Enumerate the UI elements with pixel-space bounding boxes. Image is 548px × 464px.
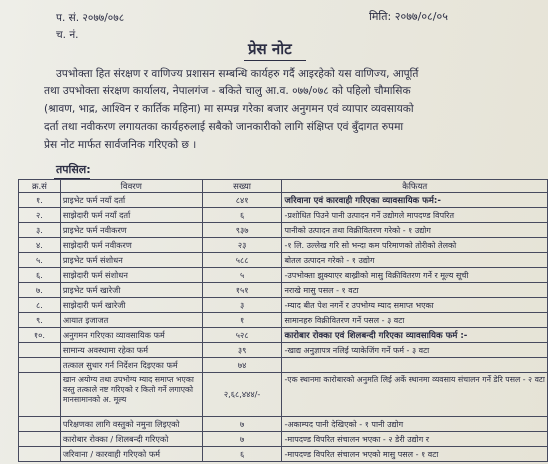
row-count: ७: [202, 417, 282, 432]
row-count: ५: [202, 268, 282, 283]
row-serial: [19, 417, 61, 432]
reference-number: प. सं. २०७७/०७८: [56, 12, 125, 24]
paragraph-line: (श्रावण, भाद्र, आश्विन र कार्तिक महिना) मा सम्पन्न गरेका बजार अनुगमन एवं व्यापार व्यवसायको: [44, 103, 414, 115]
row-description: प्राइभेट फर्म खारेजी: [60, 283, 202, 298]
table-row: [19, 298, 548, 313]
table-row: [19, 343, 548, 358]
table-row: [19, 313, 548, 328]
row-count: २,६८,४४४/-: [202, 373, 282, 417]
row-count: ९३७: [202, 223, 282, 238]
row-description: साझेदारी फर्म संशोधन: [60, 268, 202, 283]
row-description: खान अयोग्य तथा उपभोग्य म्याद समाप्त भएका वस्तु तत्काले नष्ट गरिएको र कितो गर्ने लगाएको मानसामानको अ. मूल्य: [60, 373, 202, 417]
row-description: तत्काल सुधार गर्न निर्देशन दिइएका फर्म: [60, 358, 202, 373]
paragraph-line: तथा उपभोक्ता संरक्षण कार्यालय, नेपालगंज - बकिते चालु आ.व. ०७७/०७८ को पहिलो चौमासिक: [44, 85, 411, 97]
row-count: ८४१: [202, 193, 282, 208]
header-description: विवरण: [60, 180, 202, 193]
row-serial: ९.: [19, 313, 61, 328]
row-description: प्राइभेट फर्म नवीकरण: [60, 223, 202, 238]
row-remark: -उपभोक्ता झुक्याएर बाख्रीको मासु विक्रीवितरण गर्ने र मूल्य सूची: [282, 268, 548, 283]
table-row: [19, 358, 548, 373]
row-serial: १०.: [19, 328, 61, 343]
table-row: [19, 193, 548, 208]
table-row: [19, 223, 548, 238]
table-row: [19, 238, 548, 253]
paragraph-line: उपभोक्ता हित संरक्षण र वाणिज्य प्रशासन सम्बन्धि कार्यहरु गर्दै आइरहेको यस वाणिज्य, आपूर्ति: [56, 68, 419, 80]
row-remark: -प्रशोधित पिउने पानी उत्पादन गर्ने उद्योगले मापदण्ड विपरित: [282, 208, 548, 223]
row-description: साझेदारी फर्म नयाँ दर्ता: [60, 208, 202, 223]
row-remark: -अकाम्पद पानी देखिएको - १ पानी उद्योग: [282, 417, 548, 432]
row-remark: -एक स्थानमा कारोबारको अनुमति लिई अर्के स्थानमा व्यवसाय संचालन गर्ने डेरि पसल - २ वटा: [282, 373, 548, 417]
row-remark: -खाद्य अनुज्ञापत्र नलिई प्याकेजिंग गर्ने फर्म - ३ वटा: [282, 343, 548, 358]
row-count: ७: [202, 432, 282, 447]
row-serial: [19, 447, 61, 462]
row-count: ५८८: [202, 253, 282, 268]
row-serial: ८.: [19, 298, 61, 313]
row-remark: पानीको उत्पादन तथा विक्रीवितरण गरेको - १ उद्योग: [282, 223, 548, 238]
row-remark: [282, 358, 548, 373]
row-serial: [19, 373, 61, 417]
row-count: ३: [202, 298, 282, 313]
row-description: जरिवाना / कारवाही गरिएको फर्म: [60, 447, 202, 462]
row-serial: १.: [19, 193, 61, 208]
table-body: [19, 193, 548, 462]
paragraph-line: प्रेस नोट मार्फत सार्वजनिक गरिएको छ ।: [44, 139, 197, 151]
row-remark: नराखे मासु पसल - १ वटा: [282, 283, 548, 298]
row-description: साझेदारी फर्म नवीकरण: [60, 238, 202, 253]
header-serial: क्र.सं: [19, 180, 61, 193]
row-count: १५१: [202, 283, 282, 298]
row-description: सामान्य अवस्थामा रहेका फर्म: [60, 343, 202, 358]
document-date: मिति: २०७७/०८/०५: [369, 10, 448, 23]
row-count: ५२८: [202, 328, 282, 343]
paragraph-line: दर्ता तथा नवीकरण लगायतका कार्यहरुलाई सबैको जानकारीको लागि संक्षिप्त एवं बुँदागत रुपमा: [44, 121, 404, 133]
row-description: प्राइभेट फर्म नयाँ दर्ता: [60, 193, 202, 208]
row-serial: ५.: [19, 253, 61, 268]
row-serial: ४.: [19, 238, 61, 253]
header-remarks: कैफियत: [282, 180, 548, 193]
row-count: २३: [202, 238, 282, 253]
table-row: [19, 373, 548, 417]
table-row: [19, 268, 548, 283]
row-remark: -मापदण्ड विपरित संचालन भएको मासु पसल - १ वटा: [282, 447, 548, 462]
document-title: प्रेस नोट: [248, 40, 292, 58]
details-table: [18, 179, 548, 462]
row-remark: कारोबार रोक्का एवं शिलबन्दी गरिएका व्यावसायिक फर्म :-: [282, 328, 548, 343]
row-description: आयात इजाजत: [60, 313, 202, 328]
header-count: सख्या: [202, 180, 282, 193]
row-serial: ६.: [19, 268, 61, 283]
row-remark: -म्याद बीत पेश नगर्ने र उपभोग्य म्याद समाप्त भएका: [282, 298, 548, 313]
table-header-row: [19, 180, 548, 193]
row-serial: ७.: [19, 283, 61, 298]
row-serial: [19, 432, 61, 447]
row-count: १: [202, 313, 282, 328]
row-serial: ३.: [19, 223, 61, 238]
row-description: प्राइभेट फर्म संशोधन: [60, 253, 202, 268]
details-subheading: तपसिल:: [56, 163, 91, 176]
table-row: [19, 432, 548, 447]
table-row: [19, 447, 548, 462]
table-row: [19, 253, 548, 268]
row-remark: -१ लि. उल्लेख गरि सो भन्दा कम परिमाणको तोरीको तेलको: [282, 238, 548, 253]
row-description: अनुगमन गरिएका व्यावसायिक फर्म: [60, 328, 202, 343]
table-row: [19, 328, 548, 343]
row-count: ६: [202, 208, 282, 223]
table-row: [19, 208, 548, 223]
title-underline: [244, 60, 306, 61]
row-remark: -मापदण्ड विपरित संचालन भएका - २ डेरी उद्योग र: [282, 432, 548, 447]
row-remark: बोतल उत्पादन गरेको - १ उद्योग: [282, 253, 548, 268]
row-serial: [19, 358, 61, 373]
row-remark: सामानहरु विक्रीवितरण गर्ने पसल - ३ वटा: [282, 313, 548, 328]
row-count: ६: [202, 447, 282, 462]
row-count: ७४: [202, 358, 282, 373]
row-description: कारोबार रोक्का / शिलबन्दी गरिएको: [60, 432, 202, 447]
row-remark: जरिवाना एवं कारवाही गरिएका व्यावसायिक फर्म:-: [282, 193, 548, 208]
dispatch-number: च. नं.: [56, 29, 79, 41]
row-serial: २.: [19, 208, 61, 223]
row-count: ३९: [202, 343, 282, 358]
table-row: [19, 283, 548, 298]
table-row: [19, 417, 548, 432]
row-description: साझेदारी फर्म खारेजी: [60, 298, 202, 313]
row-description: परिक्षणका लागि वस्तुको नमुना लिइएको: [60, 417, 202, 432]
row-serial: [19, 343, 61, 358]
